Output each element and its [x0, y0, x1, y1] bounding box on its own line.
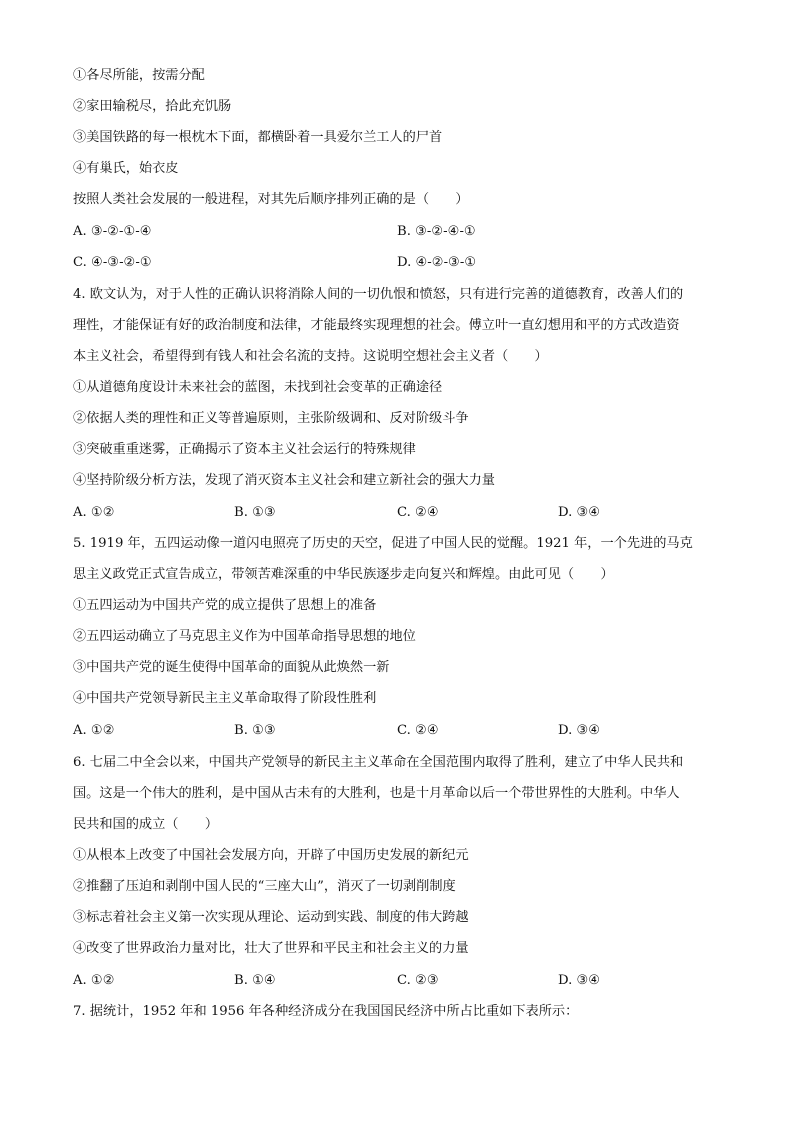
q4-item-1: ①从道德角度设计未来社会的蓝图，未找到社会变革的正确途径 [73, 380, 443, 395]
q3-option-a: A. ③-②-①-④ [73, 224, 152, 239]
q4-item-3: ③突破重重迷雾，正确揭示了资本主义社会运行的特殊规律 [73, 442, 416, 457]
q6-item-3: ③标志着社会主义第一次实现从理论、运动到实践、制度的伟大跨越 [73, 910, 469, 925]
q5-item-3: ③中国共产党的诞生使得中国革命的面貌从此焕然一新 [73, 660, 390, 675]
q4-option-d: D. ③④ [558, 505, 601, 520]
q5-stem-line-1: 5. 1919 年，五四运动像一道闪电照亮了历史的天空，促进了中国人民的觉醒。1921 年，一个先进的马克 [73, 536, 693, 551]
q5-stem-line-2: 思主义政党正式宣告成立，带领苦难深重的中华民族逐步走向复兴和辉煌。由此可见（ ） [73, 567, 614, 582]
q4-item-4: ④坚持阶级分析方法，发现了消灭资本主义社会和建立新社会的强大力量 [73, 473, 495, 488]
q4-option-b: B. ①③ [234, 505, 276, 520]
q7-stem: 7. 据统计，1952 年和 1956 年各种经济成分在我国国民经济中所占比重如下表所示： [73, 1004, 579, 1019]
q3-item-1: ①各尽所能，按需分配 [73, 68, 205, 83]
q6-option-c: C. ②③ [397, 973, 439, 988]
q4-stem-line-3: 本主义社会，希望得到有钱人和社会名流的支持。这说明空想社会主义者（ ） [73, 349, 548, 364]
q5-item-2: ②五四运动确立了马克思主义作为中国革命指导思想的地位 [73, 629, 416, 644]
q6-item-1: ①从根本上改变了中国社会发展方向，开辟了中国历史发展的新纪元 [73, 848, 469, 863]
q4-stem-line-2: 理性，才能保证有好的政治制度和法律，才能最终实现理想的社会。傅立叶一直幻想用和平的方式改造资 [73, 318, 680, 333]
q6-stem-line-2: 国。这是一个伟大的胜利，是中国从古未有的大胜利，也是十月革命以后一个带世界性的大胜利。中华人 [73, 786, 680, 801]
q4-stem-line-1: 4. 欧文认为，对于人性的正确认识将消除人间的一切仇恨和愤怒，只有进行完善的道德教育，改善人们的 [73, 287, 684, 302]
q5-option-b: B. ①③ [234, 723, 276, 738]
q4-item-2: ②依据人类的理性和正义等普遍原则，主张阶级调和、反对阶级斗争 [73, 411, 469, 426]
q3-item-2: ②家田输税尽，拾此充饥肠 [73, 99, 232, 114]
q4-option-a: A. ①② [73, 505, 115, 520]
q3-option-c: C. ④-③-②-① [73, 255, 152, 270]
q5-item-4: ④中国共产党领导新民主主义革命取得了阶段性胜利 [73, 691, 377, 706]
q5-option-a: A. ①② [73, 723, 115, 738]
q3-option-b: B. ③-②-④-① [397, 224, 476, 239]
q6-stem-line-1: 6. 七届二中全会以来，中国共产党领导的新民主主义革命在全国范围内取得了胜利，建立了中华人民共和 [73, 755, 684, 770]
q6-item-4: ④改变了世界政治力量对比，壮大了世界和平民主和社会主义的力量 [73, 941, 469, 956]
q5-option-d: D. ③④ [558, 723, 601, 738]
q5-option-c: C. ②④ [397, 723, 439, 738]
q6-option-b: B. ①④ [234, 973, 276, 988]
q3-item-4: ④有巢氏，始衣皮 [73, 161, 179, 176]
q3-option-d: D. ④-②-③-① [397, 255, 477, 270]
q6-stem-line-3: 民共和国的成立（ ） [73, 817, 219, 832]
q3-item-3: ③美国铁路的每一根枕木下面，都横卧着一具爱尔兰工人的尸首 [73, 130, 443, 145]
q4-option-c: C. ②④ [397, 505, 439, 520]
q6-item-2: ②推翻了压迫和剥削中国人民的“三座大山”，消灭了一切剥削制度 [73, 879, 456, 894]
q5-item-1: ①五四运动为中国共产党的成立提供了思想上的准备 [73, 598, 377, 613]
q6-option-d: D. ③④ [558, 973, 601, 988]
q3-stem: 按照人类社会发展的一般进程，对其先后顺序排列正确的是（ ） [73, 192, 469, 207]
q6-option-a: A. ①② [73, 973, 115, 988]
